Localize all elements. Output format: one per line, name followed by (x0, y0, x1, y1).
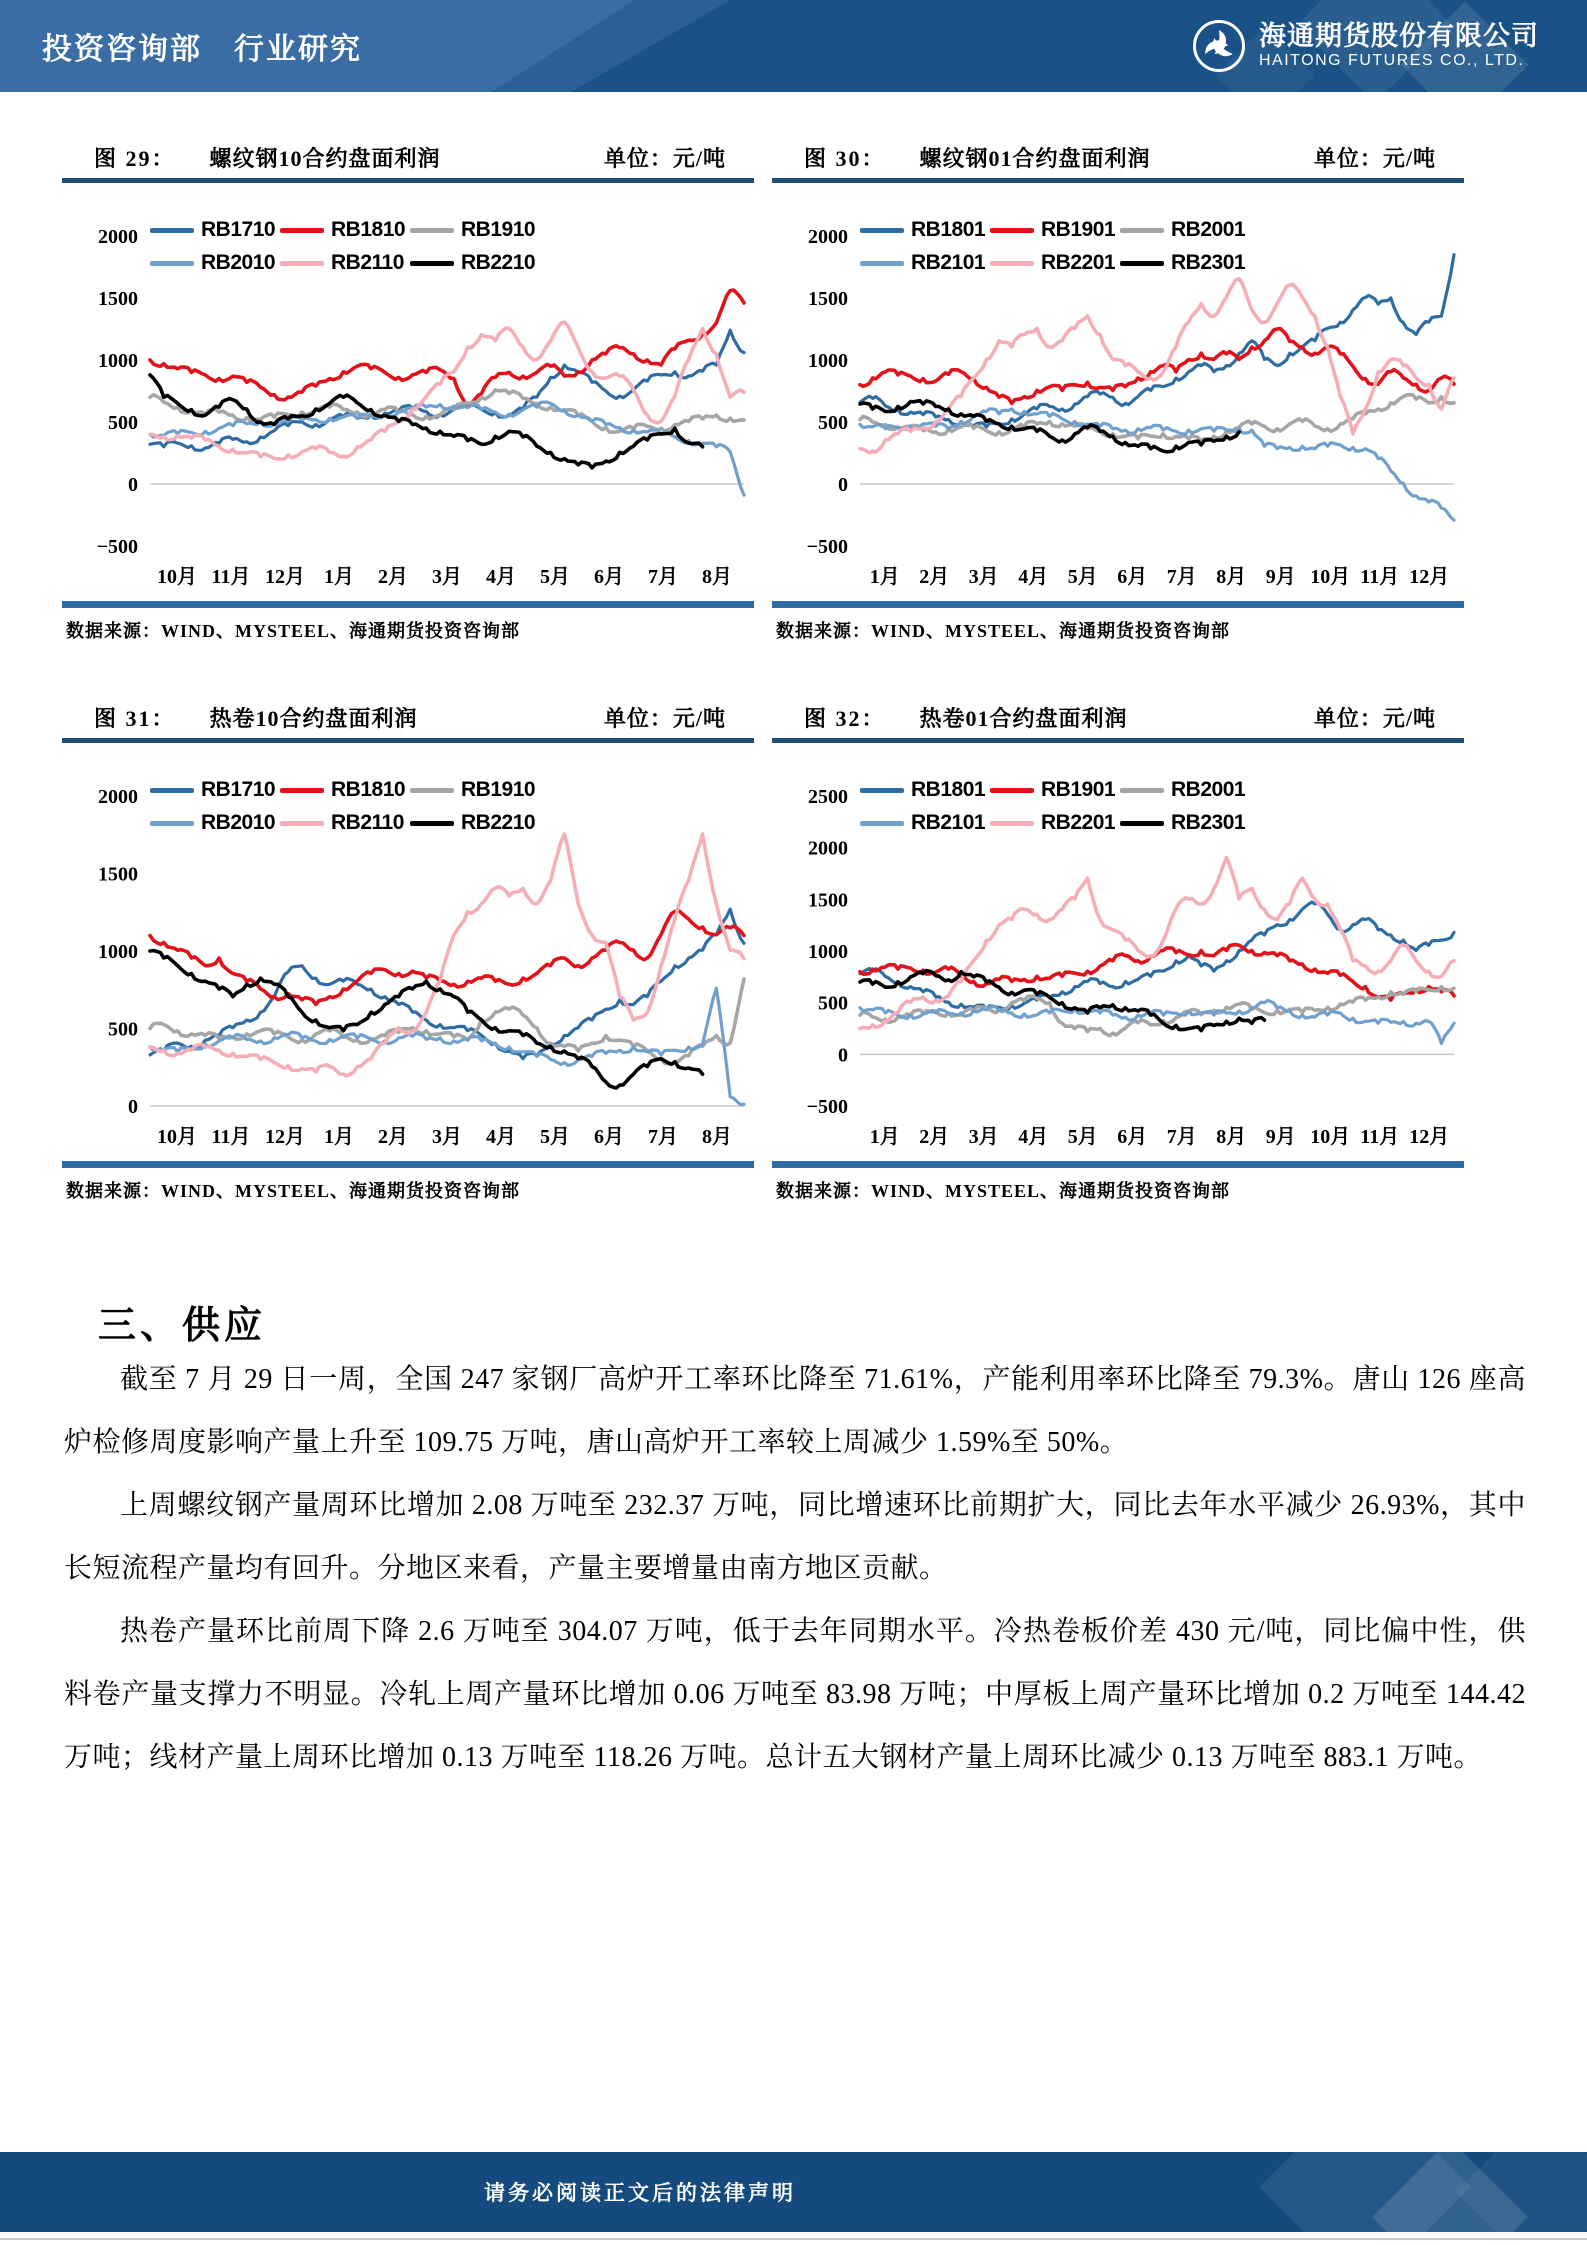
x-tick-label: 3月 (432, 566, 462, 588)
legend-label: RB2201 (1041, 811, 1116, 834)
y-tick-label: 2000 (98, 786, 138, 808)
legend-item-RB2001 (1120, 779, 1250, 801)
figure-unit: 单位：元/吨 (1313, 706, 1436, 731)
legend-swatch (860, 261, 904, 266)
x-tick-label: 12月 (1409, 1126, 1450, 1148)
figure-title: 热卷01合约盘面利润 (919, 706, 1128, 731)
section-heading: 三、供应 (98, 1304, 267, 1347)
series-line-RB2001 (860, 395, 1454, 442)
legend-item-RB2210 (410, 812, 540, 834)
x-tick-label: 1月 (869, 1126, 900, 1148)
figure-unit: 单位：元/吨 (1313, 146, 1436, 171)
figure-unit: 单位：元/吨 (603, 146, 726, 171)
x-tick-label: 2月 (919, 566, 950, 588)
legend-label: RB1801 (911, 218, 986, 241)
y-tick-label: 0 (838, 474, 848, 496)
figure-header (62, 142, 754, 178)
legend-swatch (150, 788, 194, 793)
x-tick-label: 11月 (1360, 566, 1400, 588)
series-line-RB2101 (860, 409, 1454, 520)
legend-swatch (280, 788, 324, 793)
legend-label: RB2201 (1041, 251, 1116, 274)
legend-item-RB2110 (280, 252, 410, 274)
legend-item-RB2301 (1120, 252, 1250, 274)
x-tick-label: 4月 (486, 1126, 516, 1148)
x-tick-label: 6月 (594, 566, 624, 588)
y-tick-label: 500 (108, 412, 138, 434)
title-rule (772, 178, 1464, 183)
y-tick-label: 500 (818, 992, 848, 1015)
x-tick-label: 3月 (432, 1126, 462, 1148)
department-title: 投资咨询部 行业研究 (42, 33, 362, 66)
legend-label: RB2301 (1171, 811, 1246, 834)
legend-label: RB2301 (1171, 251, 1246, 274)
y-tick-label: −500 (806, 1096, 848, 1118)
legend-label: RB2101 (911, 251, 986, 274)
series-line-RB1910 (150, 390, 744, 432)
legend-swatch (410, 228, 454, 233)
page-header (0, 0, 1587, 92)
legend-item-RB2201 (990, 252, 1120, 274)
source-rule (62, 1161, 754, 1168)
x-tick-label: 6月 (1117, 1126, 1148, 1148)
x-tick-label: 10月 (1310, 1126, 1351, 1148)
chart-area (62, 745, 754, 1157)
legend-label: RB1801 (911, 778, 986, 801)
data-source-note: 数据来源：WIND、MYSTEEL、海通期货投资咨询部 (66, 621, 521, 641)
y-tick-label: 2000 (98, 226, 138, 248)
legend-item-RB1801 (860, 779, 990, 801)
x-tick-label: 7月 (648, 566, 678, 588)
y-tick-label: −500 (96, 536, 138, 558)
x-tick-label: 8月 (702, 1126, 732, 1148)
legend-label: RB2010 (201, 251, 276, 274)
y-tick-label: 1500 (98, 863, 138, 886)
x-tick-label: 10月 (157, 566, 197, 588)
series-line-RB1901 (860, 329, 1454, 404)
legend-swatch (1120, 228, 1164, 233)
legend-label: RB2210 (461, 251, 536, 274)
x-tick-label: 7月 (1166, 1126, 1197, 1148)
legend-swatch (280, 261, 324, 266)
figure-30 (772, 142, 1464, 643)
chart-area (772, 745, 1464, 1157)
series-line-RB2210 (150, 375, 703, 468)
figure-number: 图 29： (94, 146, 176, 171)
data-source-note: 数据来源：WIND、MYSTEEL、海通期货投资咨询部 (776, 1181, 1231, 1201)
y-tick-label: −500 (806, 536, 848, 558)
x-tick-label: 6月 (594, 1126, 624, 1148)
y-tick-label: 1500 (808, 288, 848, 310)
y-tick-label: 1500 (98, 288, 138, 310)
x-tick-label: 4月 (1018, 1126, 1049, 1148)
figure-header (62, 702, 754, 738)
legend-label: RB2110 (331, 251, 404, 274)
chart-legend (150, 779, 540, 834)
legend-item-RB1810 (280, 779, 410, 801)
legend-label: RB1901 (1041, 218, 1116, 241)
y-tick-label: 500 (108, 1018, 138, 1041)
figure-header (772, 142, 1464, 178)
data-source-note: 数据来源：WIND、MYSTEEL、海通期货投资咨询部 (776, 621, 1231, 641)
legend-swatch (150, 228, 194, 233)
series-line-RB1710 (150, 330, 744, 450)
x-tick-label: 7月 (648, 1126, 678, 1148)
legend-swatch (150, 261, 194, 266)
figure-title: 热卷10合约盘面利润 (209, 706, 418, 731)
x-tick-label: 5月 (540, 1126, 570, 1148)
page-footer (0, 2152, 1587, 2232)
chart-legend (860, 779, 1250, 834)
figure-31 (62, 702, 754, 1203)
legend-swatch (410, 788, 454, 793)
legend-item-RB1901 (990, 779, 1120, 801)
x-tick-label: 12月 (265, 1126, 305, 1148)
x-tick-label: 5月 (1067, 566, 1098, 588)
x-tick-label: 11月 (211, 566, 251, 588)
x-tick-label: 5月 (540, 566, 570, 588)
legend-swatch (990, 228, 1034, 233)
x-tick-label: 12月 (1409, 566, 1450, 588)
legend-item-RB1710 (150, 779, 280, 801)
legend-swatch (990, 788, 1034, 793)
legend-label: RB2001 (1171, 218, 1246, 241)
chart-area (772, 185, 1464, 597)
data-source-note: 数据来源：WIND、MYSTEEL、海通期货投资咨询部 (66, 1181, 521, 1201)
paragraph-3: 热卷产量环比前周下降 2.6 万吨至 304.07 万吨，低于去年同期水平。冷热卷板价差 430 元/吨，同比偏中性，供料卷产量支撑力不明显。冷轧上周产量环比增加 0.06 万吨至 83.98 万吨；中厚板上周产量环比增加 0.2 万吨至 144.42 万吨；线材产量上周环比增加 0.13 万吨至 118.26 万吨。总计五大钢材产量上周环比减少 0.13 万吨至 883.1 万吨。 (64, 1616, 1526, 1773)
legend-swatch (990, 821, 1034, 826)
y-tick-label: 0 (838, 1044, 848, 1067)
legend-label: RB1901 (1041, 778, 1116, 801)
x-tick-label: 9月 (1265, 1126, 1296, 1148)
legend-label: RB2110 (331, 811, 404, 834)
x-tick-label: 1月 (869, 566, 900, 588)
legend-item-RB2201 (990, 812, 1120, 834)
x-tick-label: 9月 (1265, 566, 1296, 588)
legend-swatch (1120, 261, 1164, 266)
legend-label: RB2001 (1171, 778, 1246, 801)
legend-item-RB2001 (1120, 219, 1250, 241)
chart-legend (860, 219, 1250, 274)
legend-swatch (410, 821, 454, 826)
legend-item-RB2101 (860, 812, 990, 834)
title-rule (62, 738, 754, 743)
series-line-RB1801 (860, 255, 1454, 427)
legend-item-RB2101 (860, 252, 990, 274)
y-tick-label: 0 (128, 1096, 138, 1118)
y-tick-label: 0 (128, 474, 138, 496)
y-tick-label: 2500 (808, 786, 848, 808)
x-tick-label: 10月 (1310, 566, 1351, 588)
x-tick-label: 5月 (1067, 1126, 1098, 1148)
x-tick-label: 7月 (1166, 566, 1197, 588)
chart-legend (150, 219, 540, 274)
y-tick-label: 500 (818, 412, 848, 434)
x-tick-label: 8月 (702, 566, 732, 588)
legend-swatch (410, 261, 454, 266)
legend-label: RB2010 (201, 811, 276, 834)
legend-item-RB2210 (410, 252, 540, 274)
legend-item-RB2010 (150, 812, 280, 834)
y-tick-label: 1000 (98, 941, 138, 963)
x-tick-label: 8月 (1216, 1126, 1247, 1148)
figure-number: 图 30： (804, 146, 886, 171)
y-tick-label: 1000 (98, 350, 138, 372)
x-tick-label: 2月 (919, 1126, 950, 1148)
figure-title: 螺纹钢10合约盘面利润 (209, 146, 441, 171)
x-tick-label: 12月 (265, 566, 305, 588)
y-tick-label: 2000 (808, 226, 848, 248)
legend-label: RB1710 (201, 218, 276, 241)
legend-swatch (990, 261, 1034, 266)
figure-number: 图 31： (94, 706, 176, 731)
x-tick-label: 3月 (968, 1126, 999, 1148)
legend-swatch (1120, 788, 1164, 793)
source-rule (772, 601, 1464, 608)
legend-item-RB1801 (860, 219, 990, 241)
figure-29 (62, 142, 754, 643)
legend-label: RB2101 (911, 811, 986, 834)
legend-label: RB1810 (331, 218, 406, 241)
x-tick-label: 4月 (486, 566, 516, 588)
legend-item-RB1910 (410, 219, 540, 241)
x-tick-label: 8月 (1216, 566, 1247, 588)
source-rule (772, 1161, 1464, 1168)
x-tick-label: 4月 (1018, 566, 1049, 588)
company-name-cn: 海通期货股份有限公司 (1259, 21, 1539, 52)
legend-item-RB1710 (150, 219, 280, 241)
x-tick-label: 10月 (157, 1126, 197, 1148)
paragraph-1: 截至 7 月 29 日一周，全国 247 家钢厂高炉开工率环比降至 71.61%，产能利用率环比降至 79.3%。唐山 126 座高炉检修周度影响产量上升至 109.75 万吨，唐山高炉开工率较上周减少 1.59%至 50%。 (64, 1364, 1526, 1458)
figure-header (772, 702, 1464, 738)
x-tick-label: 1月 (324, 566, 354, 588)
y-tick-label: 2000 (808, 837, 848, 860)
y-tick-label: 1000 (808, 350, 848, 372)
footer-bottom-line (0, 2238, 1587, 2240)
series-line-RB2010 (150, 988, 744, 1104)
x-tick-label: 6月 (1117, 566, 1148, 588)
series-line-RB1810 (150, 290, 744, 405)
x-tick-label: 2月 (378, 566, 408, 588)
legend-swatch (860, 228, 904, 233)
y-tick-label: 1500 (808, 889, 848, 912)
figure-32 (772, 702, 1464, 1203)
legend-swatch (860, 788, 904, 793)
x-tick-label: 1月 (324, 1126, 354, 1148)
paragraph-2: 上周螺纹钢产量周环比增加 2.08 万吨至 232.37 万吨，同比增速环比前期扩大，同比去年水平减少 26.93%，其中长短流程产量均有回升。分地区来看，产量主要增量由南方地区贡献。 (64, 1490, 1526, 1584)
figure-number: 图 32： (804, 706, 886, 731)
x-tick-label: 11月 (1360, 1126, 1400, 1148)
x-tick-label: 3月 (968, 566, 999, 588)
legend-item-RB1910 (410, 779, 540, 801)
legend-label: RB1710 (201, 778, 276, 801)
title-rule (772, 738, 1464, 743)
legend-label: RB2210 (461, 811, 536, 834)
legend-label: RB1810 (331, 778, 406, 801)
legend-item-RB1901 (990, 219, 1120, 241)
legend-item-RB1810 (280, 219, 410, 241)
series-line-RB2010 (150, 402, 744, 495)
title-rule (62, 178, 754, 183)
legend-swatch (860, 821, 904, 826)
x-tick-label: 2月 (378, 1126, 408, 1148)
legend-item-RB2010 (150, 252, 280, 274)
chart-area (62, 185, 754, 597)
legend-swatch (280, 228, 324, 233)
body-text (64, 1348, 1526, 1789)
y-tick-label: 1000 (808, 941, 848, 963)
haitong-logo-icon (1191, 18, 1247, 74)
company-name-en: HAITONG FUTURES CO., LTD. (1259, 52, 1525, 70)
x-tick-label: 11月 (211, 1126, 251, 1148)
legend-item-RB2301 (1120, 812, 1250, 834)
legend-label: RB1910 (461, 218, 536, 241)
legend-swatch (280, 821, 324, 826)
legend-label: RB1910 (461, 778, 536, 801)
figure-unit: 单位：元/吨 (603, 706, 726, 731)
legend-swatch (1120, 821, 1164, 826)
series-line-RB2101 (860, 1000, 1454, 1043)
legal-notice: 请务必阅读正文后的法律声明 (484, 2181, 796, 2205)
company-logo (1191, 0, 1539, 92)
legend-swatch (150, 821, 194, 826)
legend-item-RB2110 (280, 812, 410, 834)
figure-title: 螺纹钢01合约盘面利润 (919, 146, 1151, 171)
source-rule (62, 601, 754, 608)
